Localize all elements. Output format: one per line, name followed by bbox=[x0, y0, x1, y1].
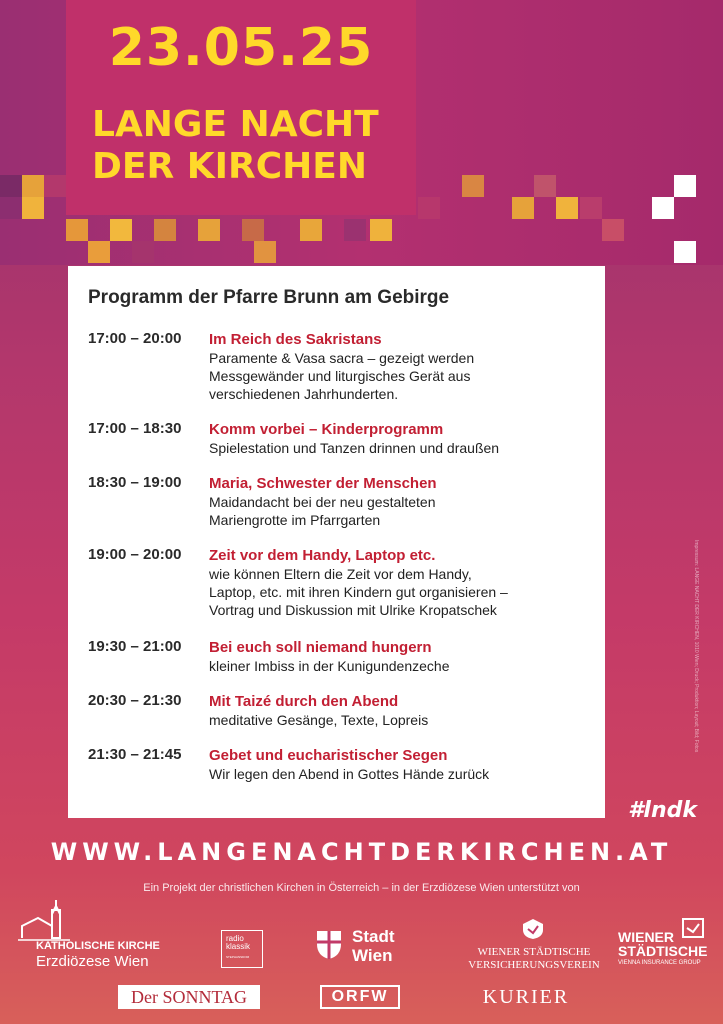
event-title-line1: LANGE NACHT bbox=[92, 104, 379, 145]
wst-line1: WIENER STÄDTISCHE bbox=[477, 946, 591, 958]
logo-orf: ORFW bbox=[320, 985, 400, 1009]
event-title bbox=[92, 104, 379, 188]
program-item-description: Vortrag und Diskussion mit Ulrike Kropatschek bbox=[209, 602, 497, 618]
logo-katholische-kirche bbox=[18, 896, 178, 974]
program-time: 17:00 – 20:00 bbox=[88, 330, 182, 347]
program-item-title: Mit Taizé durch den Abend bbox=[209, 693, 399, 710]
program-item-description: verschiedenen Jahrhunderten. bbox=[209, 386, 399, 402]
logo-wiener-staedtische bbox=[618, 918, 714, 972]
program-item-title: Gebet und eucharistischer Segen bbox=[209, 747, 448, 764]
program-item-description: Wir legen den Abend in Gottes Hände zurück bbox=[209, 766, 490, 782]
side-credit: Impressum: LANGE NACHT DER KIRCHEN, 1010 Wien; Druck; Produktion; Layout; Bild; Fotos bbox=[693, 540, 699, 753]
wsv-line2: STÄDTISCHE bbox=[618, 943, 708, 959]
program-item-description: Laptop, etc. mit ihren Kindern gut organisieren – bbox=[209, 584, 508, 600]
program-time: 21:30 – 21:45 bbox=[88, 746, 182, 763]
logo-kurier: KURIER bbox=[482, 986, 570, 1008]
program-card bbox=[68, 266, 605, 818]
program-item-description: Mariengrotte im Pfarrgarten bbox=[209, 512, 381, 528]
program-item-description: Spielestation und Tanzen drinnen und draußen bbox=[209, 440, 500, 456]
program-item-description: wie können Eltern die Zeit vor dem Handy, bbox=[209, 566, 472, 582]
emblem-icon bbox=[682, 918, 704, 938]
radio-line2: klassik bbox=[226, 942, 251, 951]
katholische-line1: KATHOLISCHE KIRCHE bbox=[36, 940, 160, 952]
program-item-title: Maria, Schwester der Menschen bbox=[209, 475, 437, 492]
logo-der-sonntag: Der SONNTAG bbox=[118, 985, 260, 1009]
program-title: Programm der Pfarre Brunn am Gebirge bbox=[88, 287, 450, 308]
program-time: 19:00 – 20:00 bbox=[88, 546, 182, 563]
stadt-line1: Stadt bbox=[352, 927, 395, 946]
logo-stadt-wien bbox=[316, 928, 416, 972]
program-time: 20:30 – 21:30 bbox=[88, 692, 182, 709]
website-url: WWW.LANGENACHTDERKIRCHEN.AT bbox=[50, 838, 673, 866]
program-time: 17:00 – 18:30 bbox=[88, 420, 182, 437]
program-item-description: meditative Gesänge, Texte, Lopreis bbox=[209, 712, 429, 728]
hashtag: #lndk bbox=[628, 798, 697, 823]
logo-radio-klassik bbox=[221, 930, 263, 968]
emblem-icon bbox=[522, 918, 544, 940]
program-time: 18:30 – 19:00 bbox=[88, 474, 182, 491]
logo-wiener-staedtische-verein bbox=[464, 918, 604, 972]
radio-line1: radio bbox=[226, 934, 244, 943]
program-item-description: Maidandacht bei der neu gestalteten bbox=[209, 494, 436, 510]
wst-line2: VERSICHERUNGSVEREIN bbox=[468, 959, 600, 971]
shield-icon bbox=[316, 930, 342, 960]
event-title-line2: DER KIRCHEN bbox=[92, 146, 368, 187]
program-item-description: Paramente & Vasa sacra – gezeigt werden bbox=[209, 350, 475, 366]
katholische-line2: Erzdiözese Wien bbox=[36, 953, 149, 970]
program-item-title: Im Reich des Sakristans bbox=[209, 331, 382, 348]
radio-line3: STEPHANSDOM bbox=[226, 955, 250, 959]
program-time: 19:30 – 21:00 bbox=[88, 638, 182, 655]
wsv-line3: VIENNA INSURANCE GROUP bbox=[618, 960, 701, 966]
program-item-description: Messgewänder und liturgisches Gerät aus bbox=[209, 368, 471, 384]
event-date: 23.05.25 bbox=[108, 18, 374, 78]
stadt-line2: Wien bbox=[352, 946, 393, 965]
program-item-title: Zeit vor dem Handy, Laptop etc. bbox=[209, 547, 436, 564]
program-item-title: Bei euch soll niemand hungern bbox=[209, 639, 432, 656]
project-note: Ein Projekt der christlichen Kirchen in Österreich – in der Erzdiözese Wien unterstützt von bbox=[143, 882, 580, 894]
wsv-line1: WIENER bbox=[618, 929, 674, 945]
program-item-description: kleiner Imbiss in der Kunigundenzeche bbox=[209, 658, 450, 674]
program-item-title: Komm vorbei – Kinderprogramm bbox=[209, 421, 444, 438]
